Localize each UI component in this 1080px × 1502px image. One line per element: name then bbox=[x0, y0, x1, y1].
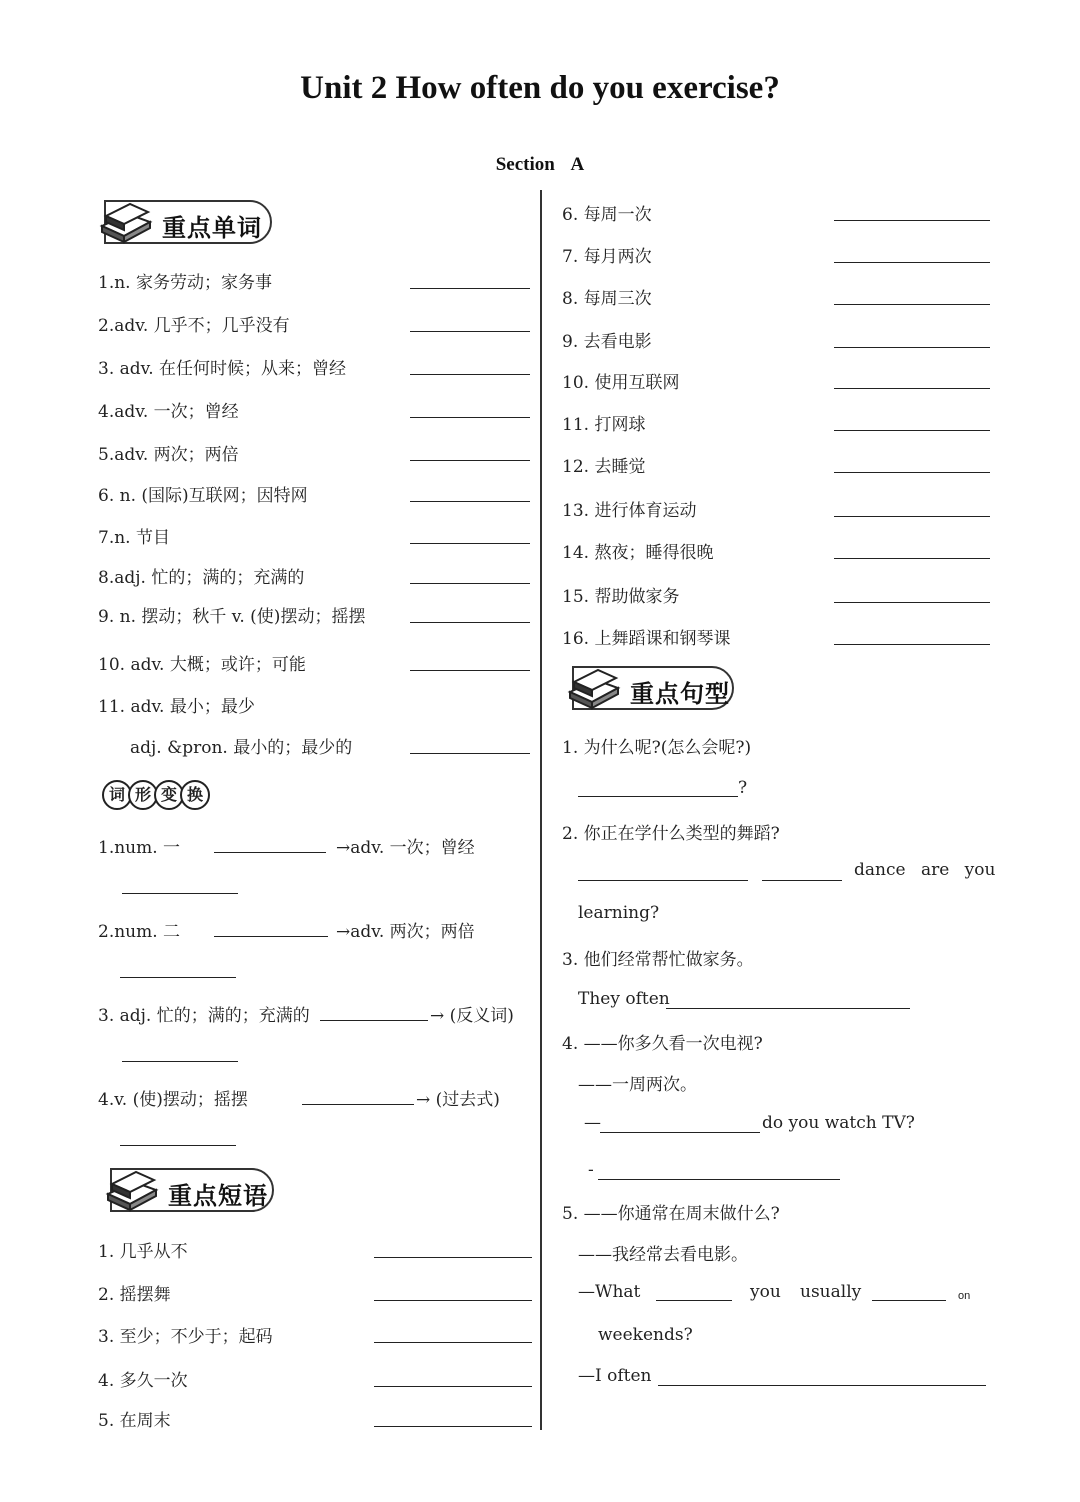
books-icon bbox=[104, 1164, 160, 1212]
phrase-item-blank-1[interactable] bbox=[374, 1257, 532, 1258]
section-badge-sentences bbox=[572, 666, 734, 710]
transform-item-3-blank[interactable] bbox=[320, 1020, 428, 1021]
sentence-5-you: you bbox=[750, 1282, 781, 1302]
transform-item-4-answer[interactable] bbox=[120, 1145, 236, 1146]
word-item-label-10: 10. adv. 大概；或许；可能 bbox=[98, 655, 306, 675]
phrase-item-label-5: 5. 在周末 bbox=[98, 1411, 171, 1431]
sentence-2-blank-1[interactable] bbox=[578, 880, 748, 881]
phrase-item-right-label-3: 8. 每周三次 bbox=[562, 289, 652, 309]
sentence-4-q-dash: — bbox=[584, 1113, 601, 1133]
sentence-5-blank-3[interactable] bbox=[658, 1385, 986, 1386]
word-item-label-12: adj. &pron. 最小的；最少的 bbox=[130, 738, 353, 758]
transform-item-4-target: → (过去式) bbox=[416, 1090, 500, 1110]
phrase-item-right-blank-4[interactable] bbox=[834, 347, 990, 348]
section-badge-phrases bbox=[110, 1168, 274, 1212]
transform-char-3: 变 bbox=[154, 780, 184, 810]
word-item-blank-8[interactable] bbox=[410, 583, 530, 584]
word-item-label-5: 5.adv. 两次；两倍 bbox=[98, 445, 239, 465]
phrase-item-blank-2[interactable] bbox=[374, 1300, 532, 1301]
word-item-label-11: 11. adv. 最小；最少 bbox=[98, 697, 255, 717]
sentence-1-blank[interactable] bbox=[578, 796, 738, 797]
transform-item-3-answer[interactable] bbox=[122, 1061, 238, 1062]
word-item-label-6: 6. n. (国际)互联网；因特网 bbox=[98, 486, 308, 506]
phrase-item-right-blank-7[interactable] bbox=[834, 472, 990, 473]
sentence-2-blank-2[interactable] bbox=[762, 880, 842, 881]
sentence-4-prompt: 4. ——你多久看一次电视? bbox=[562, 1034, 763, 1054]
phrase-item-label-4: 4. 多久一次 bbox=[98, 1371, 188, 1391]
section-words-label: 重点单词 bbox=[162, 214, 262, 242]
word-item-blank-9[interactable] bbox=[410, 622, 530, 623]
transform-char-2: 形 bbox=[128, 780, 158, 810]
phrase-item-right-label-10: 15. 帮助做家务 bbox=[562, 587, 680, 607]
sentence-3-blank[interactable] bbox=[666, 1008, 910, 1009]
word-item-label-7: 7.n. 节目 bbox=[98, 528, 170, 548]
phrase-item-blank-4[interactable] bbox=[374, 1386, 532, 1387]
word-item-blank-5[interactable] bbox=[410, 460, 530, 461]
phrase-item-blank-5[interactable] bbox=[374, 1426, 532, 1427]
section-sentences-label: 重点句型 bbox=[630, 680, 730, 708]
phrase-item-right-label-8: 13. 进行体育运动 bbox=[562, 501, 697, 521]
sentence-5-on: on bbox=[958, 1290, 971, 1302]
transform-item-1-answer[interactable] bbox=[122, 893, 238, 894]
phrase-item-right-blank-6[interactable] bbox=[834, 430, 990, 431]
sentence-4-a-dash: - bbox=[588, 1160, 594, 1180]
section-badge-words bbox=[104, 200, 272, 244]
section-subtitle: Section A bbox=[495, 154, 585, 175]
transform-item-2-word: 2.num. 二 bbox=[98, 922, 181, 942]
word-item-blank-4[interactable] bbox=[410, 417, 530, 418]
phrase-item-blank-3[interactable] bbox=[374, 1342, 532, 1343]
column-divider bbox=[540, 190, 542, 1430]
phrase-item-right-blank-10[interactable] bbox=[834, 602, 990, 603]
word-item-blank-2[interactable] bbox=[410, 331, 530, 332]
word-item-label-8: 8.adj. 忙的；满的；充满的 bbox=[98, 568, 305, 588]
phrase-item-right-label-4: 9. 去看电影 bbox=[562, 332, 652, 352]
transform-item-2-target: →adv. 两次；两倍 bbox=[336, 922, 475, 942]
sentence-3-start: They often bbox=[578, 989, 670, 1009]
sentence-2-line2: learning? bbox=[578, 903, 660, 923]
phrase-item-right-blank-8[interactable] bbox=[834, 516, 990, 517]
word-item-blank-3[interactable] bbox=[410, 374, 530, 375]
transform-item-3-word: 3. adj. 忙的；满的；充满的 bbox=[98, 1006, 310, 1026]
transform-char-1: 词 bbox=[102, 780, 132, 810]
transform-item-2-answer[interactable] bbox=[120, 977, 236, 978]
phrase-item-label-3: 3. 至少；不少于；起码 bbox=[98, 1327, 273, 1347]
transform-item-4-blank[interactable] bbox=[302, 1104, 414, 1105]
word-item-blank-12[interactable] bbox=[410, 753, 530, 754]
sentence-4-blank-a[interactable] bbox=[598, 1179, 840, 1180]
word-item-blank-7[interactable] bbox=[410, 543, 530, 544]
sentence-5-blank-2[interactable] bbox=[872, 1300, 946, 1301]
books-icon bbox=[98, 196, 154, 244]
phrase-item-right-label-6: 11. 打网球 bbox=[562, 415, 646, 435]
transform-char-4: 换 bbox=[180, 780, 210, 810]
word-item-label-1: 1.n. 家务劳动；家务事 bbox=[98, 273, 272, 293]
sentence-3-prompt: 3. 他们经常帮忙做家务。 bbox=[562, 950, 754, 970]
sentence-5-often: —I often bbox=[578, 1366, 652, 1386]
section-phrases-label: 重点短语 bbox=[168, 1182, 268, 1210]
phrase-item-right-blank-11[interactable] bbox=[834, 644, 990, 645]
sentence-2-prompt: 2. 你正在学什么类型的舞蹈? bbox=[562, 824, 780, 844]
phrase-item-label-1: 1. 几乎从不 bbox=[98, 1242, 188, 1262]
phrase-item-right-label-11: 16. 上舞蹈课和钢琴课 bbox=[562, 629, 731, 649]
transform-item-1-target: →adv. 一次；曾经 bbox=[336, 838, 475, 858]
phrase-item-label-2: 2. 摇摆舞 bbox=[98, 1285, 171, 1305]
transform-item-4-word: 4.v. (使)摆动；摇摆 bbox=[98, 1090, 248, 1110]
sentence-2-tail: dance are you bbox=[854, 860, 996, 880]
phrase-item-right-label-9: 14. 熬夜；睡得很晚 bbox=[562, 543, 714, 563]
phrase-item-right-label-2: 7. 每月两次 bbox=[562, 247, 652, 267]
sentence-1-qmark: ? bbox=[738, 778, 748, 798]
word-item-label-2: 2.adv. 几乎不；几乎没有 bbox=[98, 316, 290, 336]
transform-item-1-word: 1.num. 一 bbox=[98, 838, 181, 858]
phrase-item-right-blank-3[interactable] bbox=[834, 304, 990, 305]
sentence-5-weekends: weekends? bbox=[598, 1325, 693, 1345]
sentence-5-what: —What bbox=[578, 1282, 641, 1302]
sentence-4-q-end: do you watch TV? bbox=[762, 1113, 915, 1133]
word-item-blank-6[interactable] bbox=[410, 501, 530, 502]
phrase-item-right-blank-2[interactable] bbox=[834, 262, 990, 263]
sentence-4-answer-cn: ——一周两次。 bbox=[578, 1075, 697, 1095]
transform-item-2-blank[interactable] bbox=[214, 936, 328, 937]
sentence-5-prompt: 5. ——你通常在周末做什么? bbox=[562, 1204, 780, 1224]
phrase-item-right-blank-9[interactable] bbox=[834, 558, 990, 559]
sentence-1-prompt: 1. 为什么呢?(怎么会呢?) bbox=[562, 738, 752, 758]
word-item-blank-10[interactable] bbox=[410, 670, 530, 671]
sentence-5-blank-1[interactable] bbox=[656, 1300, 732, 1301]
phrase-item-right-label-7: 12. 去睡觉 bbox=[562, 457, 646, 477]
phrase-item-right-label-5: 10. 使用互联网 bbox=[562, 373, 680, 393]
phrase-item-right-label-1: 6. 每周一次 bbox=[562, 205, 652, 225]
phrase-item-right-blank-5[interactable] bbox=[834, 388, 990, 389]
transform-item-3-target: → (反义词) bbox=[430, 1006, 514, 1026]
word-item-label-3: 3. adv. 在任何时候；从来；曾经 bbox=[98, 359, 347, 379]
phrase-item-right-blank-1[interactable] bbox=[834, 220, 990, 221]
sentence-4-blank-q[interactable] bbox=[600, 1132, 760, 1133]
page-title: Unit 2 How often do you exercise? bbox=[300, 70, 780, 106]
sentence-5-answer-cn: ——我经常去看电影。 bbox=[578, 1245, 748, 1265]
word-item-label-4: 4.adv. 一次；曾经 bbox=[98, 402, 239, 422]
word-item-blank-1[interactable] bbox=[410, 288, 530, 289]
books-icon bbox=[566, 662, 622, 710]
section-badge-transform bbox=[102, 780, 206, 810]
word-item-label-9: 9. n. 摆动；秋千 v. (使)摆动；摇摆 bbox=[98, 607, 366, 627]
sentence-5-usually: usually bbox=[800, 1282, 862, 1302]
transform-item-1-blank[interactable] bbox=[214, 852, 326, 853]
